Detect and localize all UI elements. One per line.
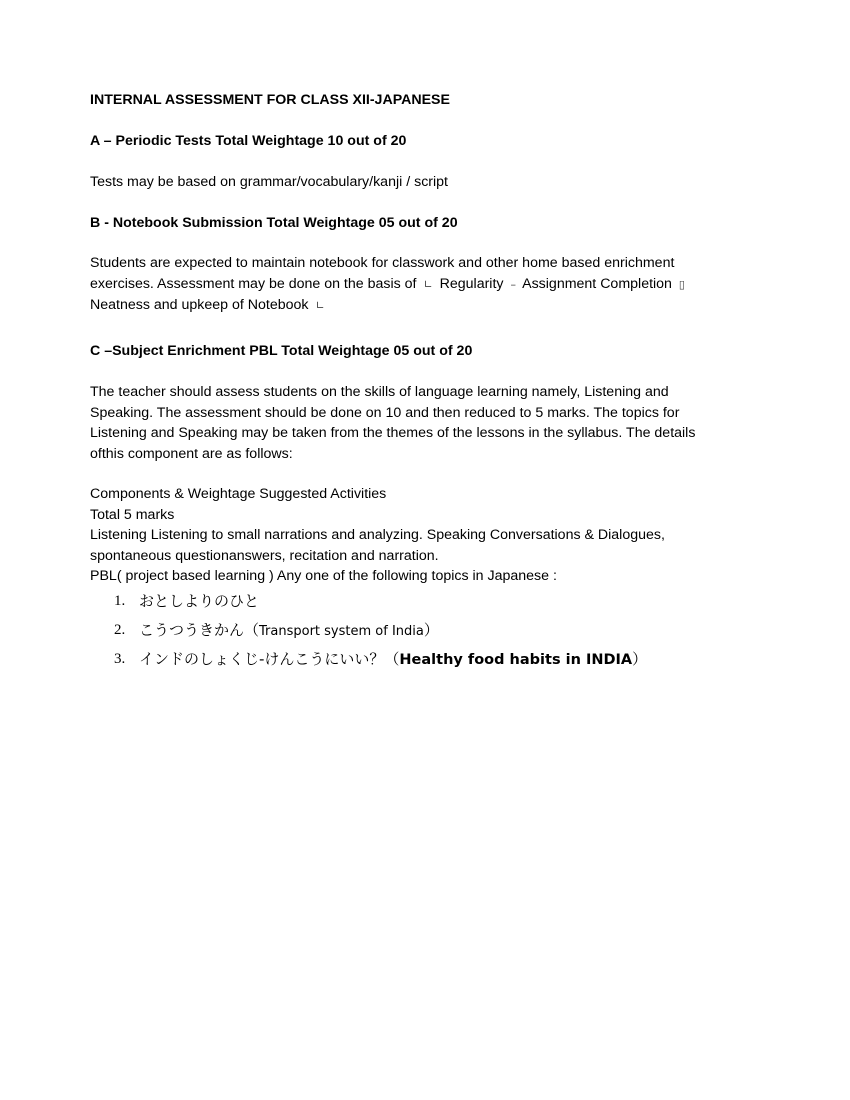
section-b-heading: B - Notebook Submission Total Weightage 05 out of 20 [90, 215, 458, 231]
list-item-number: 1. [114, 593, 126, 609]
document-title: INTERNAL ASSESSMENT FOR CLASS XII-JAPANESE [90, 92, 450, 108]
criterion-assignment-completion: Assignment Completion [522, 275, 672, 292]
section-b-body [90, 253, 750, 317]
section-b-line-3 [90, 295, 750, 317]
section-c-line-1: The teacher should assess students on the skills of language learning namely, Listening and [90, 384, 669, 400]
components-line-1: Components & Weightage Suggested Activities [90, 486, 387, 502]
bullet-glyph-icon: ∟ [423, 277, 433, 291]
list-item [90, 619, 790, 648]
criterion-neatness: Neatness and upkeep of Notebook [90, 297, 309, 313]
topic-list [90, 590, 790, 677]
section-a-body: Tests may be based on grammar/vocabulary/kanji / script [90, 174, 448, 190]
list-item-text [139, 590, 259, 612]
criterion-regularity: Regularity [439, 275, 504, 292]
section-b-line-2 [90, 274, 750, 296]
components-block [90, 484, 750, 587]
section-b-line-1: Students are expected to maintain notebook for classwork and other home based enrichment [90, 255, 675, 271]
topic-japanese: おとしよりのひと [139, 592, 260, 610]
list-item [90, 590, 790, 619]
components-line-5: PBL( project based learning ) Any one of the following topics in Japanese : [90, 568, 557, 584]
section-c-heading: C –Subject Enrichment PBL Total Weightage 05 out of 20 [90, 343, 473, 359]
topic-english: Transport system of India [259, 624, 424, 639]
list-item-text [139, 619, 439, 643]
components-line-3: Listening Listening to small narrations and analyzing. Speaking Conversations & Dialogues, [90, 527, 665, 543]
bullet-glyph-icon: – [510, 277, 516, 291]
components-line-2: Total 5 marks [90, 506, 175, 523]
section-c-line-2: Speaking. The assessment should be done on 10 and then reduced to 5 marks. The topics for [90, 404, 680, 421]
topic-japanese: こうつうきかん（ [139, 621, 260, 639]
section-c-line-3: Listening and Speaking may be taken from the themes of the lessons in the syllabus. The details [90, 425, 696, 441]
section-c-body [90, 382, 750, 464]
components-line-4: spontaneous questionanswers, recitation and narration. [90, 547, 439, 564]
list-item [90, 648, 790, 677]
topic-english: Healthy food habits in INDIA [399, 652, 633, 668]
list-item-number: 2. [114, 622, 126, 638]
list-item-number: 3. [114, 651, 126, 667]
bullet-glyph-icon: ∟ [315, 299, 325, 312]
section-c-line-4: ofthis component are as follows: [90, 445, 293, 462]
topic-closing-paren: ） [423, 621, 439, 639]
section-b-line-2-text: exercises. Assessment may be done on the basis of [90, 275, 417, 292]
list-item-text [139, 648, 647, 671]
topic-japanese: インドのしょくじ-けんこうにいい？（ [139, 650, 400, 668]
section-a-heading: A – Periodic Tests Total Weightage 10 out of 20 [90, 133, 407, 149]
bullet-glyph-icon: ▯ [678, 277, 685, 291]
topic-closing-paren: ） [632, 650, 648, 668]
